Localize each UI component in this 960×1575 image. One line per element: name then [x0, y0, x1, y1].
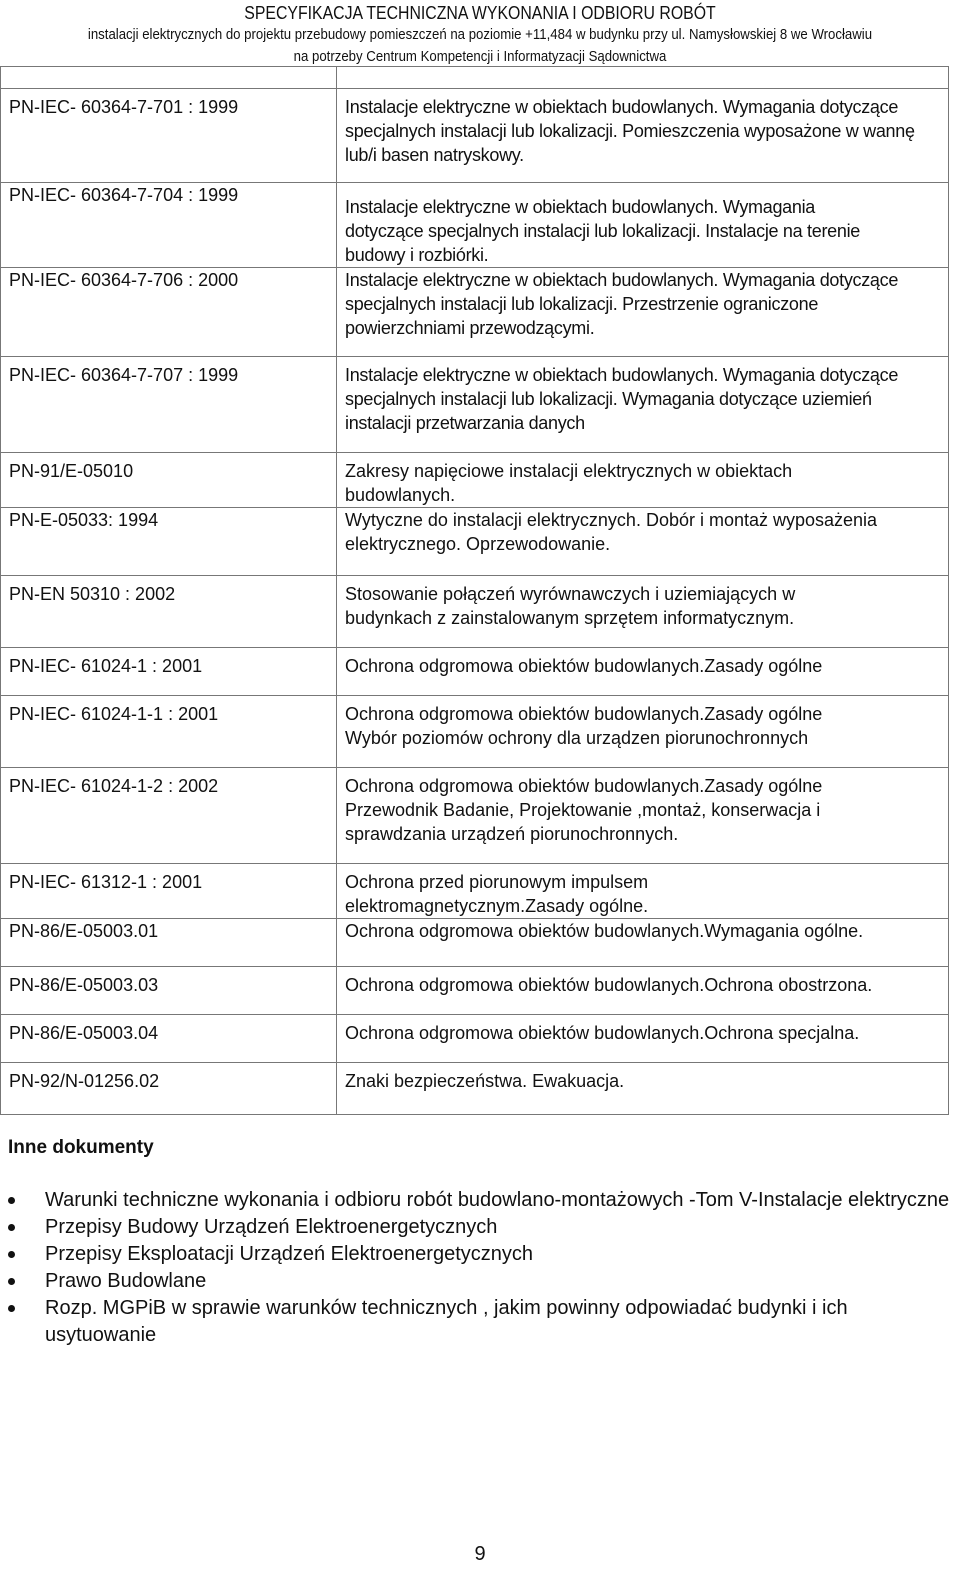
- norm-desc-line: sprawdzania urządzeń piorunochronnych.: [345, 824, 679, 844]
- bullet-icon: [8, 1278, 15, 1285]
- table-row: [1, 864, 949, 919]
- bullet-icon: [8, 1305, 15, 1312]
- norm-desc-line: Przewodnik Badanie, Projektowanie ,montaż, konserwacja i: [345, 800, 821, 820]
- table-top-strip: [1, 67, 949, 89]
- spec-title: SPECYFIKACJA TECHNICZNA WYKONANIA I ODBIORU ROBÓT: [244, 3, 716, 23]
- spec-subtitle-line-1: instalacji elektrycznych do projektu przebudowy pomieszczeń na poziomie +11,484 w budynku przy ul. Namysłowskiej 8 we Wrocławiu: [87, 26, 873, 43]
- list-item-text: Prawo Budowlane: [45, 1270, 207, 1292]
- bullet-icon: [8, 1251, 15, 1258]
- page-header: [0, 0, 960, 68]
- norm-desc-line: specjalnych instalacji lub lokalizacji. Przestrzenie ograniczone: [345, 294, 819, 314]
- norm-code: PN-IEC- 61024-1 : 2001: [9, 656, 203, 676]
- table-row: [1, 357, 949, 453]
- norm-desc-line: Znaki bezpieczeństwa. Ewakuacja.: [345, 1071, 625, 1091]
- norm-code: PN-EN 50310 : 2002: [9, 584, 176, 604]
- norm-desc-line: Stosowanie połączeń wyrównawczych i uziemiających w: [345, 584, 796, 604]
- table-row: [1, 768, 949, 864]
- table-row: [1, 508, 949, 576]
- table-row: [1, 696, 949, 768]
- table-row: [1, 453, 949, 508]
- table-row: [1, 576, 949, 648]
- table-row: [1, 183, 949, 268]
- norm-code: PN-91/E-05010: [9, 461, 134, 481]
- norm-desc-line: dotyczące specjalnych instalacji lub lokalizacji. Instalacje na terenie: [345, 221, 860, 241]
- list-item: [0, 1241, 960, 1268]
- table-row: [1, 648, 949, 696]
- norm-desc-line: budynkach z zainstalowanym sprzętem informatycznym.: [345, 608, 795, 628]
- list-item: [0, 1214, 960, 1241]
- list-item-text: Rozp. MGPiB w sprawie warunków technicznych , jakim powinny odpowiadać budynki i ich usytuowanie: [45, 1297, 848, 1346]
- norm-desc-line: elektromagnetycznym.Zasady ogólne.: [345, 896, 649, 916]
- norm-desc-line: specjalnych instalacji lub lokalizacji. Pomieszczenia wyposażone w wannę: [345, 121, 915, 141]
- norm-code: PN-IEC- 61024-1-1 : 2001: [9, 704, 219, 724]
- spec-subtitle-line-2: na potrzeby Centrum Kompetencji i Informatyzacji Sądownictwa: [293, 48, 667, 65]
- norm-code: PN-86/E-05003.01: [9, 921, 159, 941]
- table-row: [1, 1063, 949, 1115]
- norm-desc-line: Ochrona odgromowa obiektów budowlanych.Zasady ogólne: [345, 704, 823, 724]
- norm-desc-line: Wybór poziomów ochrony dla urządzen piorunochronnych: [345, 728, 809, 748]
- norm-desc-line: instalacji przetwarzania danych: [345, 413, 585, 433]
- norm-desc-line: elektrycznego. Oprzewodowanie.: [345, 534, 611, 554]
- norm-desc-line: lub/i basen natryskowy.: [345, 145, 524, 165]
- list-item-text: Przepisy Budowy Urządzeń Elektroenergetycznych: [45, 1216, 498, 1238]
- norm-code: PN-IEC- 60364-7-701 : 1999: [9, 97, 239, 117]
- norm-desc-line: Ochrona odgromowa obiektów budowlanych.Ochrona obostrzona.: [345, 975, 873, 995]
- norm-code: PN-92/N-01256.02: [9, 1071, 160, 1091]
- norm-desc-line: Ochrona odgromowa obiektów budowlanych.Wymagania ogólne.: [345, 921, 864, 941]
- norm-code: PN-IEC- 61312-1 : 2001: [9, 872, 203, 892]
- table-row: [1, 89, 949, 183]
- page-number: 9: [474, 1543, 486, 1565]
- list-item: [0, 1295, 960, 1349]
- norm-desc-line: Ochrona odgromowa obiektów budowlanych.Ochrona specjalna.: [345, 1023, 860, 1043]
- table-row: [1, 967, 949, 1015]
- norm-code: PN-IEC- 60364-7-707 : 1999: [9, 365, 239, 385]
- other-docs-heading: Inne dokumenty: [8, 1137, 154, 1158]
- norm-desc-line: Ochrona przed piorunowym impulsem: [345, 872, 649, 892]
- norm-desc-line: Zakresy napięciowe instalacji elektrycznych w obiektach: [345, 461, 793, 481]
- norm-code: PN-IEC- 61024-1-2 : 2002: [9, 776, 219, 796]
- norms-table: [0, 66, 949, 1115]
- table-row: [1, 919, 949, 967]
- bullet-icon: [8, 1224, 15, 1231]
- norm-desc-line: powierzchniami przewodzącymi.: [345, 318, 595, 338]
- list-item: [0, 1187, 960, 1214]
- other-docs-list: [0, 1187, 960, 1349]
- norm-desc-line: budowy i rozbiórki.: [345, 245, 489, 265]
- norm-desc-line: Instalacje elektryczne w obiektach budowlanych. Wymagania dotyczące: [345, 365, 899, 385]
- bullet-icon: [8, 1197, 15, 1204]
- list-item-text: Warunki techniczne wykonania i odbioru robót budowlano-montażowych -Tom V-Instalacje elektryczne: [45, 1189, 950, 1211]
- norm-desc-line: specjalnych instalacji lub lokalizacji. Wymagania dotyczące uziemień: [345, 389, 872, 409]
- norm-code: PN-E-05033: 1994: [9, 510, 159, 530]
- norm-desc-line: Instalacje elektryczne w obiektach budowlanych. Wymagania dotyczące: [345, 97, 899, 117]
- list-item-text: Przepisy Eksploatacji Urządzeń Elektroenergetycznych: [45, 1243, 533, 1265]
- norm-code: PN-86/E-05003.03: [9, 975, 159, 995]
- norm-desc-line: Ochrona odgromowa obiektów budowlanych.Zasady ogólne: [345, 656, 823, 676]
- norm-code: PN-86/E-05003.04: [9, 1023, 159, 1043]
- table-row: [1, 1015, 949, 1063]
- norm-desc-line: Instalacje elektryczne w obiektach budowlanych. Wymagania: [345, 197, 815, 217]
- norm-desc-line: Instalacje elektryczne w obiektach budowlanych. Wymagania dotyczące: [345, 270, 899, 290]
- norm-desc-line: budowlanych.: [345, 485, 456, 505]
- list-item: [0, 1268, 960, 1295]
- norm-code: PN-IEC- 60364-7-706 : 2000: [9, 270, 239, 290]
- norm-code: PN-IEC- 60364-7-704 : 1999: [9, 185, 239, 205]
- norm-desc-line: Ochrona odgromowa obiektów budowlanych.Zasady ogólne: [345, 776, 823, 796]
- norm-desc-line: Wytyczne do instalacji elektrycznych. Dobór i montaż wyposażenia: [345, 510, 878, 530]
- table-row: [1, 268, 949, 357]
